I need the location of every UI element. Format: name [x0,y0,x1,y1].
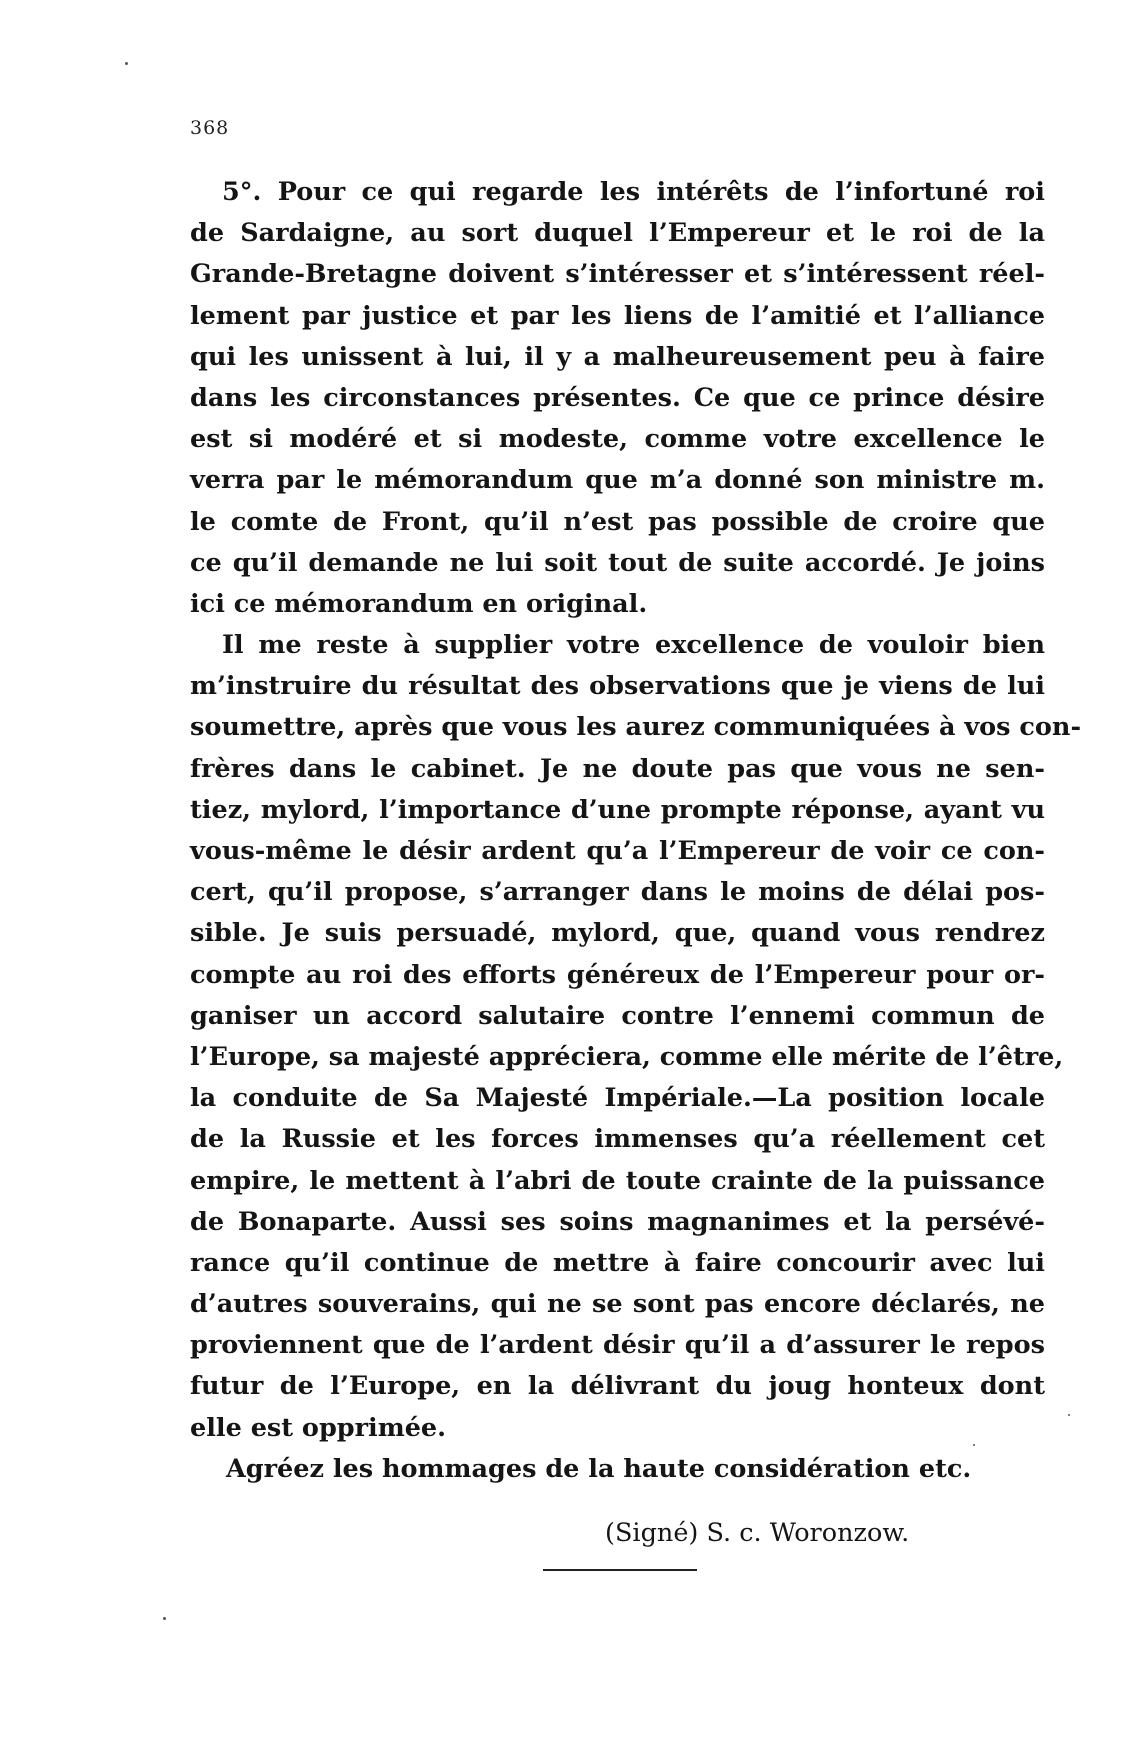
text-line: 5°. Pour ce qui regarde les intérêts de l’infortuné roi [222,177,1045,207]
text-line: proviennent que de l’ardent désir qu’il a d’assurer le repos [190,1330,1045,1361]
text-line: le comte de Front, qu’il n’est pas possible de croire que [190,506,1045,537]
text-line: empire, le mettent à l’abri de toute crainte de la puissance [190,1165,1045,1196]
closing-rule [543,1569,697,1571]
text-line: verra par le mémorandum que m’a donné son ministre m. [190,465,1045,496]
text-line: sible. Je suis persuadé, mylord, que, quand vous rendrez [190,918,1045,949]
text-line: dans les circonstances présentes. Ce que ce prince désire [190,382,1045,413]
text-line: m’instruire du résultat des observations que je viens de lui [190,671,1045,702]
letter-body [190,172,1082,1490]
text-line: ce qu’il demande ne lui soit tout de suite accordé. Je joins [190,547,1045,578]
text-line: est si modéré et si modeste, comme votre excellence le [190,424,1045,455]
text-line: rance qu’il continue de mettre à faire concourir avec lui [190,1247,1045,1278]
text-line: vous-même le désir ardent qu’a l’Empereur de voir ce con- [190,836,1045,866]
text-line: soumettre, après que vous les aurez communiquées à vos con- [190,712,1082,743]
text-line: futur de l’Europe, en la délivrant du joug honteux dont [190,1371,1045,1402]
text-line: lement par justice et par les liens de l’amitié et l’alliance [190,300,1045,331]
print-speck [163,1617,166,1620]
text-line: l’Europe, sa majesté appréciera, comme elle mérite de l’être, [190,1041,1064,1072]
page-number: 368 [190,117,230,139]
signature: (Signé) S. c. Woronzow. [605,1518,910,1548]
text-line: ganiser un accord salutaire contre l’ennemi commun de [190,1000,1045,1031]
print-speck [1068,1414,1070,1416]
text-line: de la Russie et les forces immenses qu’a réellement cet [190,1124,1045,1155]
text-line: elle est opprimée. [190,1412,447,1443]
text-line: ici ce mémorandum en original. [190,588,648,619]
text-line: qui les unissent à lui, il y a malheureusement peu à faire [190,341,1045,372]
text-line: tiez, mylord, l’importance d’une prompte réponse, ayant vu [190,794,1045,825]
closing-line: Agréez les hommages de la haute considération etc. [226,1453,972,1484]
print-speck [973,1444,975,1446]
text-line: compte au roi des efforts généreux de l’Empereur pour or- [190,959,1045,990]
text-line: la conduite de Sa Majesté Impériale.—La position locale [190,1083,1045,1114]
print-speck [125,62,128,65]
text-line: Il me reste à supplier votre excellence de vouloir bien [222,630,1045,661]
text-line: cert, qu’il propose, s’arranger dans le moins de délai pos- [190,877,1045,908]
text-line: de Sardaigne, au sort duquel l’Empereur et le roi de la [190,218,1045,249]
text-line: d’autres souverains, qui ne se sont pas encore déclarés, ne [190,1289,1045,1320]
text-line: Grande-Bretagne doivent s’intéresser et s’intéressent réel- [190,259,1045,290]
text-line: de Bonaparte. Aussi ses soins magnanimes et la persévé- [190,1206,1045,1237]
text-line: frères dans le cabinet. Je ne doute pas que vous ne sen- [190,753,1045,784]
